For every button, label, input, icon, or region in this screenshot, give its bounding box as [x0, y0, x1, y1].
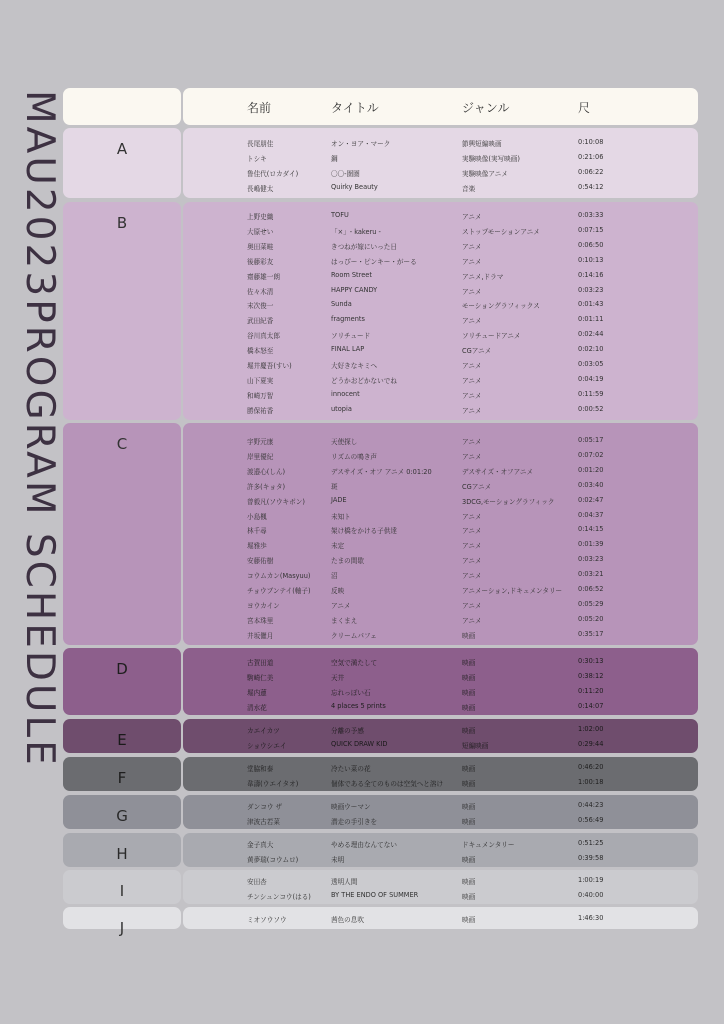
performer-name: 井坂儷月 — [247, 631, 274, 640]
group-letter-cell — [63, 757, 181, 791]
work-title: どうかおどかないでね — [331, 376, 397, 385]
performer-name: トシキ — [247, 154, 267, 163]
work-title: リズムの鳴き声 — [331, 452, 378, 461]
work-title: 個体である全てのものは空気へと溶け — [331, 779, 444, 788]
group-letter: F — [117, 769, 127, 787]
work-title: まくまえ — [331, 616, 358, 625]
performer-name: 鲁佳代(ロカダイ) — [247, 169, 299, 178]
group-letter-cell — [63, 795, 181, 829]
performer-name: チンシュンコウ(はる) — [247, 892, 311, 901]
table-row — [183, 835, 698, 850]
duration: 0:11:20 — [578, 686, 604, 695]
genre: アニメ — [462, 616, 482, 625]
work-title: 未定 — [331, 542, 345, 551]
performer-name: 長尾朋佳 — [247, 140, 274, 148]
performer-name: 駒崎仁美 — [247, 673, 274, 682]
genre: ストップモーションアニメ — [462, 227, 540, 236]
header-title: タイトル — [331, 101, 379, 115]
table-row — [183, 432, 698, 447]
table-row — [183, 386, 698, 401]
performer-name: 津波古若菜 — [247, 817, 280, 826]
table-row — [183, 551, 698, 566]
genre: デスサイズ・オフアニメ — [462, 467, 534, 476]
work-title: クリームパフェ — [331, 631, 377, 640]
duration: 1:46:30 — [578, 914, 604, 922]
group-rows — [183, 128, 698, 198]
genre: 実験映像アニメ — [462, 169, 508, 178]
work-title: utopia — [331, 404, 352, 413]
table-row — [183, 521, 698, 536]
work-title: デスサイズ・オフ アニメ 0:01:20 — [331, 467, 432, 476]
genre: 映画 — [462, 817, 476, 826]
duration: 0:03:33 — [578, 211, 604, 219]
genre: アニメ — [462, 452, 482, 461]
group-rows — [183, 757, 698, 791]
table-row — [183, 721, 698, 736]
table-row — [183, 401, 698, 416]
group-letter: I — [119, 882, 125, 900]
work-title: ソリチュード — [331, 332, 371, 341]
genre: アニメ — [462, 376, 482, 385]
performer-name: 小島楓 — [247, 512, 267, 521]
group-letter-cell — [63, 648, 181, 715]
performer-name: 林千尋 — [247, 527, 267, 536]
performer-name: ヨウカイン — [247, 601, 280, 610]
table-row — [183, 566, 698, 581]
table-row — [183, 626, 698, 641]
duration: 0:03:05 — [578, 360, 604, 368]
table-row — [183, 759, 698, 774]
work-title: JADE — [331, 495, 347, 504]
genre: アニメ — [462, 213, 482, 221]
performer-name: 大原せい — [247, 227, 274, 236]
group-letter: B — [116, 214, 128, 232]
group-rows — [183, 719, 698, 753]
genre: アニメ — [462, 542, 482, 551]
work-title: 冷たい菜の花 — [331, 765, 371, 773]
duration: 0:05:20 — [578, 614, 604, 623]
group-letter-cell — [63, 907, 181, 937]
duration: 0:10:13 — [578, 255, 604, 264]
work-title: 「×」- kakeru - — [331, 227, 381, 236]
group-letter-cell — [63, 202, 181, 420]
work-title: たまの間歇 — [331, 557, 364, 566]
performer-name: 安田杏 — [247, 878, 267, 886]
table-row — [183, 887, 698, 902]
performer-name: 奥田菜畦 — [247, 242, 274, 251]
table-row — [183, 536, 698, 551]
table-row — [183, 134, 698, 149]
genre: 映画 — [462, 727, 476, 735]
table-row — [183, 736, 698, 751]
duration: 0:01:11 — [578, 315, 604, 324]
duration: 0:44:23 — [578, 801, 604, 809]
genre: 映画 — [462, 703, 476, 712]
table-header — [183, 88, 698, 125]
group-letter: H — [116, 845, 128, 863]
performer-name: 堂脇和泰 — [247, 765, 274, 773]
table-row — [183, 267, 698, 282]
genre: ドキュメンタリー — [462, 841, 515, 849]
table-row — [183, 222, 698, 237]
performer-name: 堀内蓮 — [247, 688, 267, 697]
work-title: 空気で満たして — [331, 659, 378, 667]
table-row — [183, 492, 698, 507]
work-title: 斑 — [331, 482, 338, 491]
genre: モーショングラフィックス — [462, 302, 540, 311]
performer-name: 堀雅歩 — [247, 542, 267, 551]
genre: 実験映像(実写映画) — [462, 154, 520, 163]
performer-name: 古賀田道 — [247, 659, 274, 667]
duration: 0:21:06 — [578, 152, 604, 161]
work-title: 潜走の手引きを — [331, 817, 378, 826]
duration: 0:54:12 — [578, 182, 604, 191]
work-title: 大好きなキミへ — [331, 362, 378, 370]
performer-name: 勝保祐香 — [247, 406, 274, 415]
performer-name: 長嶋健太 — [247, 184, 274, 193]
genre: アニメ — [462, 438, 482, 446]
duration: 0:39:58 — [578, 853, 604, 862]
work-title: やめる理由なんてない — [331, 841, 397, 849]
genre: 短編映画 — [462, 741, 489, 750]
work-title: はっぴー・ピンキー・がーる — [331, 257, 417, 266]
performer-name: 渡邉心(しん) — [247, 467, 286, 476]
duration: 0:01:39 — [578, 540, 604, 549]
genre: アニメ — [462, 391, 482, 400]
duration: 1:00:19 — [578, 876, 604, 884]
work-title: 沼 — [331, 572, 338, 581]
work-title: Room Street — [331, 270, 372, 279]
duration: 0:00:52 — [578, 404, 604, 413]
performer-name: 曾毅凡(ソウキボン) — [247, 497, 305, 506]
work-title: 天井 — [331, 673, 345, 682]
performer-name: 武田紀香 — [247, 317, 274, 326]
work-title: 透明人間 — [331, 878, 358, 886]
duration: 0:35:17 — [578, 629, 604, 638]
performer-name: 金子真大 — [247, 841, 274, 849]
genre: アニメ,ドラマ — [462, 272, 504, 281]
performer-name: 堀井慶吾(すい) — [247, 362, 292, 370]
work-title: 未知ト — [331, 512, 351, 521]
performer-name: 上野史織 — [247, 213, 274, 221]
work-title: Quirky Beauty — [331, 182, 378, 191]
duration: 0:40:00 — [578, 890, 604, 899]
table-row — [183, 611, 698, 626]
work-title: 分離の予感 — [331, 727, 364, 735]
duration: 0:04:37 — [578, 510, 604, 519]
work-title: Sunda — [331, 300, 352, 309]
genre: 3DCG,モーショングラフィック — [462, 497, 555, 506]
duration: 0:56:49 — [578, 815, 604, 824]
work-title: 天使探し — [331, 438, 358, 446]
genre: 映画 — [462, 765, 476, 773]
table-row — [183, 341, 698, 356]
genre: 音楽 — [462, 184, 476, 193]
group-rows — [183, 795, 698, 829]
header-duration: 尺 — [578, 101, 591, 115]
work-title: オン・ヨア・マーク — [331, 140, 391, 148]
genre: CGアニメ — [462, 347, 492, 356]
genre: アニメーション,ドキュメンタリー — [462, 587, 563, 595]
performer-name: ショウシエイ — [247, 741, 287, 750]
table-row — [183, 477, 698, 492]
table-row — [183, 596, 698, 611]
table-row — [183, 296, 698, 311]
table-row — [183, 237, 698, 252]
work-title: 4 places 5 prints — [331, 701, 386, 710]
duration: 0:06:22 — [578, 167, 604, 176]
group-rows — [183, 833, 698, 867]
table-row — [183, 447, 698, 462]
genre: 映画 — [462, 673, 476, 682]
duration: 0:07:15 — [578, 225, 604, 234]
work-title: 〇〇-圏圏 — [331, 169, 360, 178]
table-row — [183, 282, 698, 297]
vertical-page-title: MAU2023PROGRAM SCHEDULE — [17, 90, 62, 768]
table-row — [183, 653, 698, 668]
table-row — [183, 207, 698, 222]
group-letter: G — [116, 807, 128, 825]
work-title: アニメ — [331, 601, 351, 610]
performer-name: 安藤佑樹 — [247, 557, 274, 566]
table-row — [183, 252, 698, 267]
duration: 0:02:44 — [578, 330, 604, 339]
genre: アニメ — [462, 242, 482, 251]
duration: 1:02:00 — [578, 725, 604, 733]
group-letter-cell — [63, 833, 181, 867]
performer-name: コウムカン(Masyuu) — [247, 572, 311, 581]
performer-name: 山下夏実 — [247, 376, 274, 385]
group-letter-cell — [63, 719, 181, 753]
genre: アニメ — [462, 572, 482, 581]
group-letter-cell — [63, 423, 181, 645]
duration: 0:06:50 — [578, 240, 604, 249]
group-letter-cell — [63, 870, 181, 904]
table-row — [183, 850, 698, 865]
genre: 映画 — [462, 916, 476, 924]
genre: アニメ — [462, 317, 482, 326]
table-row — [183, 698, 698, 713]
work-title: HAPPY CANDY — [331, 285, 378, 294]
group-rows — [183, 648, 698, 715]
duration: 0:46:20 — [578, 763, 604, 771]
table-row — [183, 812, 698, 827]
table-row — [183, 683, 698, 698]
work-title: 茜色の息吹 — [331, 916, 364, 924]
group-rows — [183, 870, 698, 904]
table-row — [183, 326, 698, 341]
genre: 映画 — [462, 688, 476, 697]
group-rows — [183, 907, 698, 929]
table-row — [183, 311, 698, 326]
work-title: 未明 — [331, 855, 345, 864]
work-title: きつねが嫁にいった日 — [331, 242, 397, 251]
genre: 映画 — [462, 631, 476, 640]
work-title: BY THE ENDO OF SUMMER — [331, 890, 419, 899]
genre: アニメ — [462, 257, 482, 266]
work-title: 架け橋をかける子供達 — [331, 527, 397, 536]
duration: 0:14:07 — [578, 701, 604, 710]
table-row — [183, 910, 698, 925]
work-title: TOFU — [331, 211, 349, 219]
performer-name: 岸里優紀 — [247, 452, 274, 461]
table-row — [183, 356, 698, 371]
group-letter-cell — [63, 128, 181, 198]
work-title: 映画ウーマン — [331, 803, 371, 811]
work-title: 忘れっぽい石 — [331, 688, 371, 697]
genre: 映画 — [462, 779, 476, 788]
duration: 1:00:18 — [578, 777, 604, 786]
table-row — [183, 872, 698, 887]
work-title: innocent — [331, 389, 360, 398]
table-row — [183, 507, 698, 522]
genre: 映画 — [462, 878, 476, 886]
genre: アニメ — [462, 601, 482, 610]
performer-name: 韋濤(ウエイタオ) — [247, 779, 299, 788]
work-title: FINAL LAP — [331, 345, 365, 354]
genre: アニメ — [462, 287, 482, 296]
group-letter: E — [117, 731, 127, 749]
duration: 0:04:19 — [578, 374, 604, 383]
duration: 0:38:12 — [578, 671, 604, 680]
group-letter: J — [119, 919, 125, 937]
performer-name: 和崎万智 — [247, 391, 274, 400]
duration: 0:06:52 — [578, 585, 604, 593]
genre: ソリチュードアニメ — [462, 332, 521, 341]
performer-name: 許多(キョタ) — [247, 482, 286, 491]
duration: 0:14:15 — [578, 525, 604, 534]
duration: 0:03:40 — [578, 480, 604, 489]
duration: 0:05:17 — [578, 436, 604, 444]
performer-name: カエイカツ — [247, 727, 280, 735]
work-title: QUICK DRAW KID — [331, 739, 388, 748]
group-rows — [183, 202, 698, 420]
genre: 映画 — [462, 803, 476, 811]
performer-name: チョウブンテイ(軸子) — [247, 587, 311, 595]
duration: 0:05:29 — [578, 599, 604, 608]
duration: 0:30:13 — [578, 657, 604, 665]
performer-name: 黄夢瑞(コウムロ) — [247, 855, 299, 864]
genre: アニメ — [462, 362, 482, 370]
performer-name: ミオソウソウ — [247, 916, 287, 924]
genre: アニメ — [462, 406, 482, 415]
duration: 0:51:25 — [578, 839, 604, 847]
performer-name: 清水花 — [247, 703, 267, 712]
performer-name: 宇野元康 — [247, 438, 274, 446]
work-title: fragments — [331, 315, 365, 324]
duration: 0:01:20 — [578, 465, 604, 474]
table-row — [183, 371, 698, 386]
table-row — [183, 462, 698, 477]
duration: 0:03:23 — [578, 555, 604, 564]
duration: 0:03:21 — [578, 570, 604, 579]
genre: アニメ — [462, 557, 482, 566]
header-letter-cell — [63, 88, 181, 125]
duration: 0:02:10 — [578, 345, 604, 354]
duration: 0:07:02 — [578, 450, 604, 459]
duration: 0:01:43 — [578, 300, 604, 309]
group-letter: A — [116, 140, 128, 158]
duration: 0:10:08 — [578, 138, 604, 146]
duration: 0:02:47 — [578, 495, 604, 504]
genre: 節興短編映画 — [462, 140, 502, 148]
duration: 0:11:59 — [578, 389, 604, 398]
group-letter: D — [116, 660, 128, 678]
genre: CGアニメ — [462, 482, 492, 491]
performer-name: 宮本珠里 — [247, 616, 274, 625]
performer-name: 末次俊一 — [247, 302, 274, 311]
table-row — [183, 797, 698, 812]
group-rows — [183, 423, 698, 645]
duration: 0:14:16 — [578, 270, 604, 279]
work-title: 鋼 — [331, 154, 338, 163]
genre: アニメ — [462, 512, 482, 521]
table-row — [183, 774, 698, 789]
table-row — [183, 164, 698, 179]
performer-name: 齋藤雄一朗 — [247, 272, 280, 281]
table-row — [183, 179, 698, 194]
work-title: 反映 — [331, 587, 345, 595]
genre: 映画 — [462, 659, 476, 667]
table-row — [183, 668, 698, 683]
performer-name: ダンコウ ザ — [247, 803, 283, 811]
duration: 0:29:44 — [578, 739, 604, 748]
performer-name: 後藤彩友 — [247, 257, 274, 266]
genre: 映画 — [462, 855, 476, 864]
performer-name: 佐々木清 — [247, 287, 274, 296]
genre: 映画 — [462, 892, 476, 901]
performer-name: 橋本怒至 — [247, 347, 274, 356]
genre: アニメ — [462, 527, 482, 536]
group-letter: C — [116, 435, 128, 453]
duration: 0:03:23 — [578, 285, 604, 294]
performer-name: 谷川真太郎 — [247, 332, 280, 341]
table-row — [183, 581, 698, 596]
table-row — [183, 149, 698, 164]
header-genre: ジャンル — [462, 101, 510, 115]
header-name: 名前 — [247, 101, 272, 115]
